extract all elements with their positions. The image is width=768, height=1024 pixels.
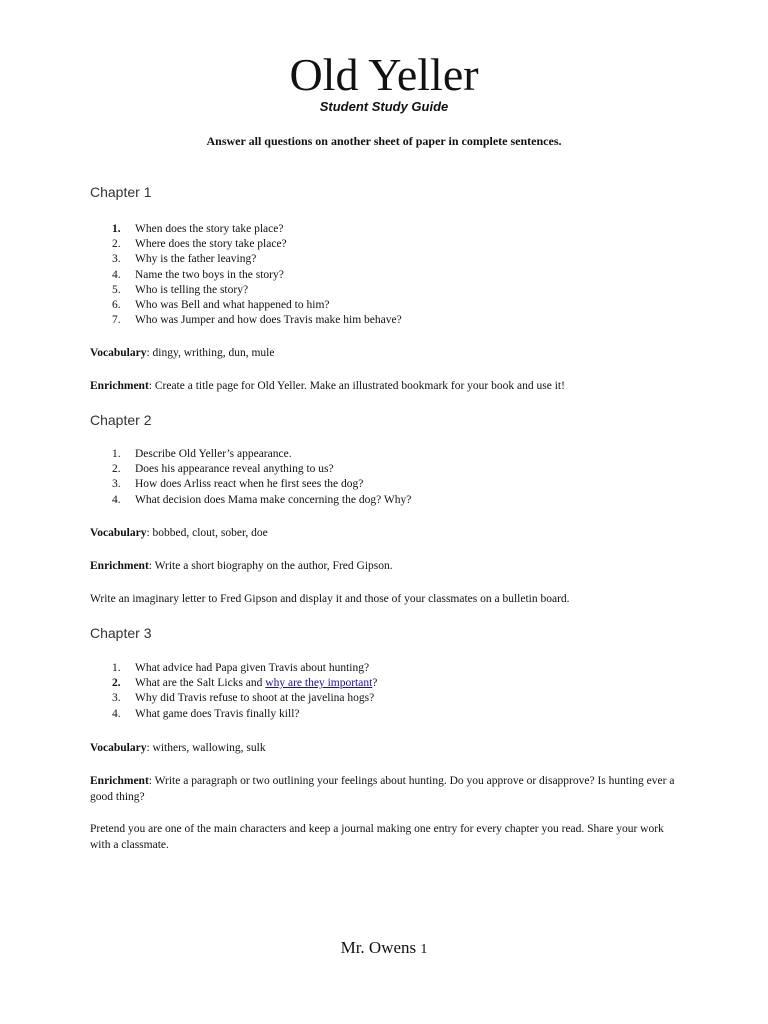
question-number: 3.: [112, 478, 121, 491]
question-text-start: What are the Salt Licks and: [135, 677, 266, 690]
question-number: 7.: [112, 314, 121, 327]
chapter-2-questions: [112, 447, 411, 508]
enrichment-text: : Create a title page for Old Yeller. Make an illustrated bookmark for your book and use it!: [148, 380, 565, 392]
chapter-2-vocabulary: [90, 526, 680, 542]
question-number: 3.: [112, 253, 121, 266]
chapter-2-heading: Chapter 2: [90, 412, 152, 428]
question-number: 4.: [112, 268, 121, 281]
question-number: 3.: [112, 692, 121, 705]
question-item: [112, 283, 402, 298]
vocabulary-words: : bobbed, clout, sober, doe: [146, 527, 268, 539]
question-text: Does his appearance reveal anything to us?: [135, 463, 334, 476]
question-item: [112, 477, 411, 492]
instructions: Answer all questions on another sheet of paper in complete sentences.: [206, 134, 562, 148]
question-text: Who was Bell and what happened to him?: [135, 299, 330, 312]
question-number: 4.: [112, 707, 121, 720]
question-item: [112, 298, 402, 313]
question-item: [112, 691, 377, 706]
vocabulary-words: : withers, wallowing, sulk: [146, 742, 266, 754]
question-number: 1.: [112, 448, 121, 460]
page-number: 1: [420, 942, 428, 957]
vocabulary-words: : dingy, writhing, dun, mule: [146, 347, 275, 359]
question-text: Who is telling the story?: [135, 283, 249, 296]
page-footer: [0, 938, 768, 958]
question-text: How does Arliss react when he first sees the dog?: [135, 478, 364, 491]
chapter-1-vocabulary: [90, 346, 680, 362]
question-text: What game does Travis finally kill?: [135, 707, 300, 720]
question-text: Who was Jumper and how does Travis make him behave?: [135, 314, 402, 327]
page-subtitle: Student Study Guide: [319, 99, 449, 114]
enrichment-label: Enrichment: [90, 560, 149, 572]
vocabulary-label: Vocabulary: [90, 347, 147, 359]
question-item: [112, 252, 402, 267]
question-number: 5.: [112, 283, 121, 296]
question-text: Why is the father leaving?: [135, 253, 257, 266]
vocabulary-label: Vocabulary: [90, 742, 147, 754]
question-item: [112, 237, 402, 252]
question-text: Why did Travis refuse to shoot at the javelina hogs?: [135, 692, 375, 705]
question-number: 1.: [112, 662, 121, 674]
page-title: Old Yeller: [289, 49, 479, 100]
question-item: [112, 707, 377, 722]
enrichment-label: Enrichment: [90, 775, 149, 787]
question-number: 2.: [112, 677, 121, 690]
why-important-link[interactable]: why are they important: [265, 677, 373, 690]
question-text: Where does the story take place?: [135, 238, 287, 251]
enrichment-text: : Write a short biography on the author, Fred Gipson.: [148, 560, 393, 572]
question-item: [112, 222, 402, 237]
question-number: 6.: [112, 299, 121, 312]
chapter-3-extra-activity: Pretend you are one of the main characters and keep a journal making one entry for every chapter you read. Share your work with a classmate.: [90, 823, 664, 851]
question-number: 4.: [112, 493, 121, 506]
question-item: [112, 447, 411, 462]
question-text: Name the two boys in the story?: [135, 268, 284, 281]
question-text: [135, 676, 377, 691]
chapter-1-heading: Chapter 1: [90, 184, 152, 200]
question-number: 2.: [112, 463, 121, 476]
question-text-end: ?: [372, 677, 378, 690]
chapter-2-extra-activity: Write an imaginary letter to Fred Gipson and display it and those of your classmates on a bulletin board.: [90, 593, 570, 605]
question-item: [112, 661, 377, 676]
question-item: [112, 313, 402, 328]
vocabulary-label: Vocabulary: [90, 527, 147, 539]
enrichment-label: Enrichment: [90, 380, 149, 392]
question-item: [112, 493, 411, 508]
chapter-1-questions: [112, 222, 402, 328]
chapter-3-enrichment: [90, 774, 680, 805]
chapter-1-enrichment: [90, 379, 680, 395]
chapter-3-vocabulary: [90, 741, 680, 757]
enrichment-text: : Write a paragraph or two outlining your feelings about hunting. Do you approve or disapprove? Is hunting ever a good thing?: [90, 775, 675, 803]
question-number: 2.: [112, 238, 121, 251]
question-item: [112, 268, 402, 283]
question-text: What decision does Mama make concerning the dog? Why?: [135, 493, 412, 506]
chapter-3-heading: Chapter 3: [90, 625, 152, 641]
footer-author: Mr. Owens: [340, 938, 417, 957]
chapter-2-enrichment: [90, 559, 680, 575]
question-item: [112, 462, 411, 477]
question-text: Describe Old Yeller’s appearance.: [135, 448, 292, 460]
question-number: 1.: [112, 223, 121, 235]
chapter-3-questions: [112, 661, 377, 722]
question-text: When does the story take place?: [135, 223, 284, 235]
question-text: What advice had Papa given Travis about hunting?: [135, 662, 370, 674]
question-item: [112, 676, 377, 691]
